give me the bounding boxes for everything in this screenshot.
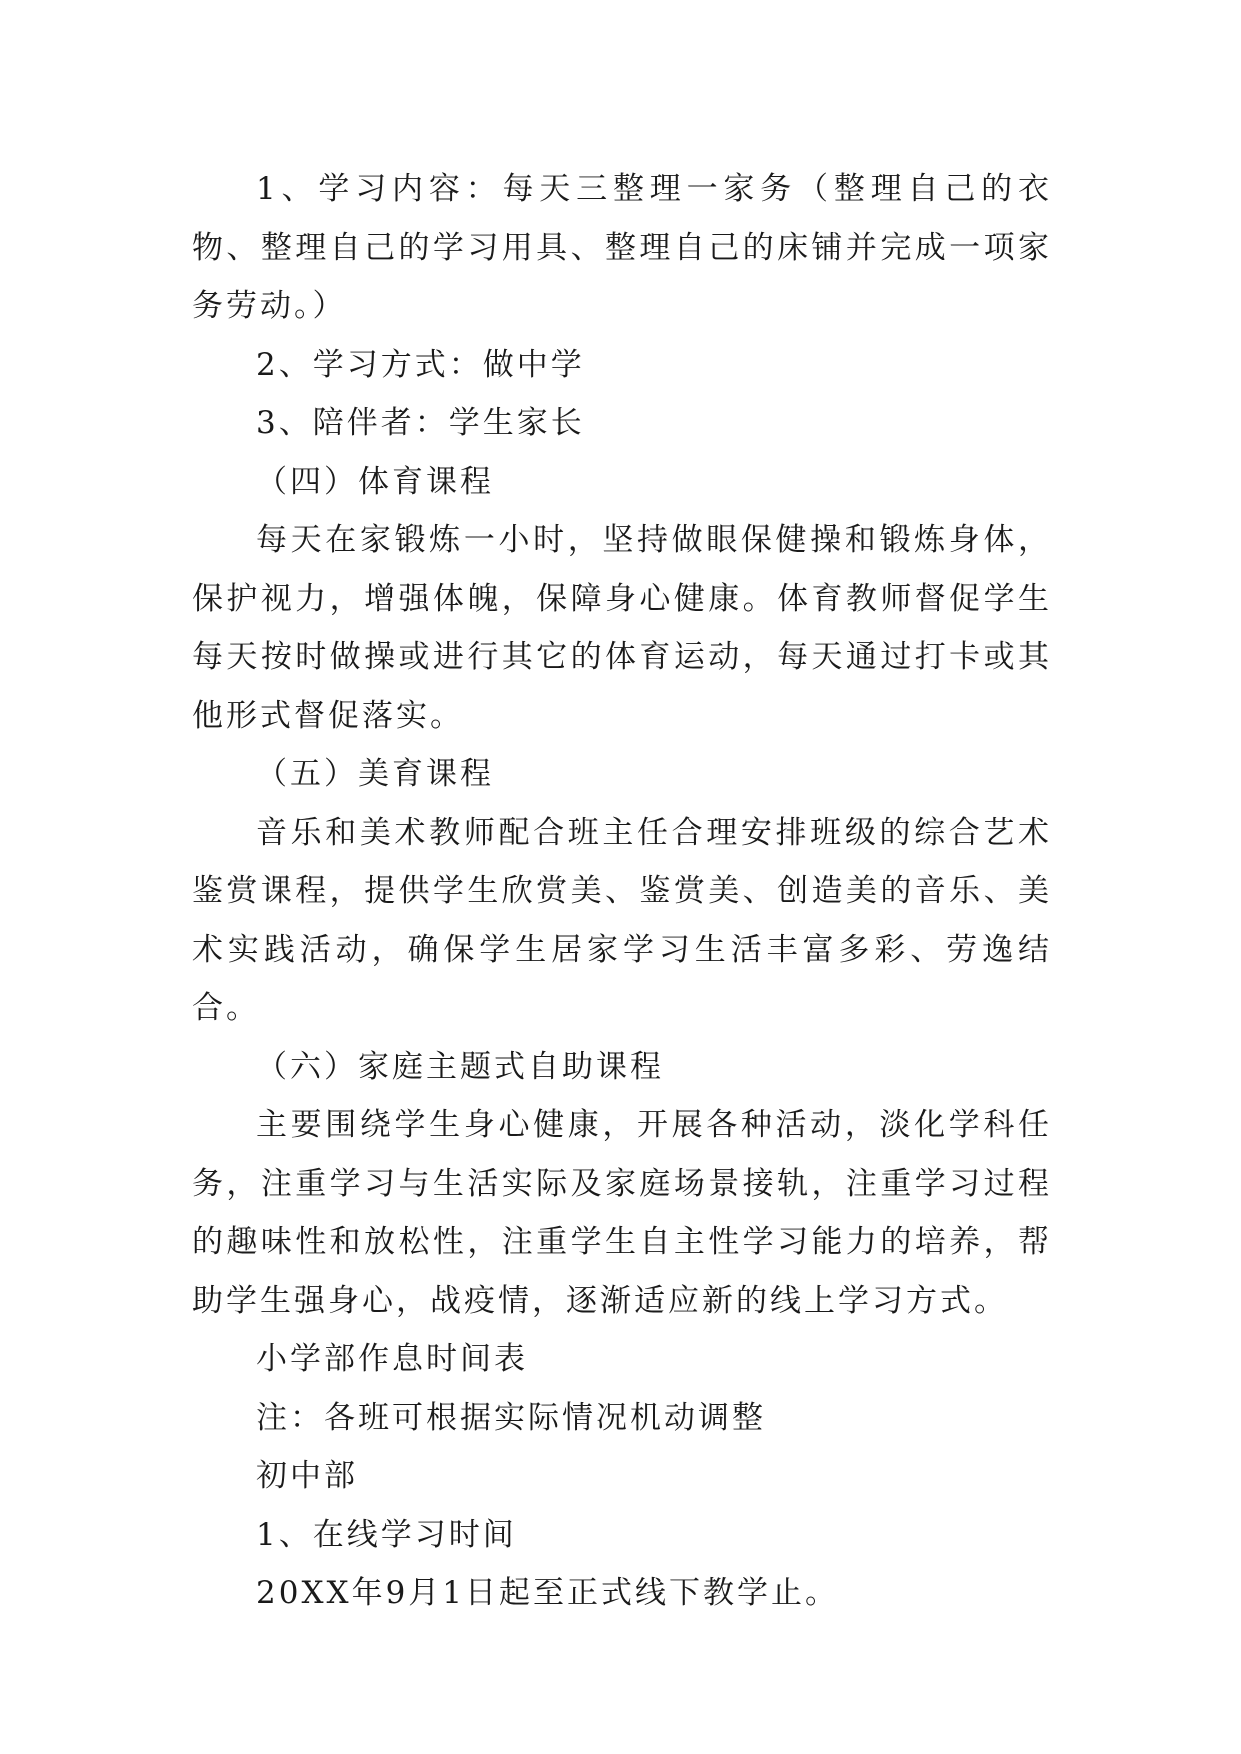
paragraph-learning-content: 1、学习内容：每天三整理一家务（整理自己的衣物、整理自己的学习用具、整理自己的床铺并完成一项家务劳动。） [192, 171, 1052, 324]
paragraph-learning-method: 2、学习方式：做中学 [256, 346, 585, 383]
paragraph-primary-schedule: 小学部作息时间表 [256, 1341, 528, 1377]
document-body [192, 160, 1052, 1623]
paragraph-start-date: 20XX年9月1日起至正式线下教学止。 [256, 1575, 840, 1611]
section-heading-family: （六）家庭主题式自助课程 [256, 1048, 664, 1085]
section-heading-aesthetic: （五）美育课程 [256, 756, 494, 792]
paragraph-note: 注：各班可根据实际情况机动调整 [256, 1399, 766, 1436]
paragraph-companion: 3、陪伴者：学生家长 [256, 405, 585, 441]
paragraph-pe-body: 每天在家锻炼一小时，坚持做眼保健操和锻炼身体，保护视力，增强体魄，保障身心健康。体育教师督促学生每天按时做操或进行其它的体育运动，每天通过打卡或其他形式督促落实。 [192, 522, 1052, 734]
paragraph-online-time: 1、在线学习时间 [256, 1516, 517, 1553]
paragraph-junior-high: 初中部 [256, 1458, 358, 1494]
paragraph-family-body: 主要围绕学生身心健康，开展各种活动，淡化学科任务，注重学习与生活实际及家庭场景接轨，注重学习过程的趣味性和放松性，注重学生自主性学习能力的培养，帮助学生强身心，战疫情，逐渐适应新的线上学习方式。 [192, 1107, 1052, 1319]
paragraph-aesthetic-body: 音乐和美术教师配合班主任合理安排班级的综合艺术鉴赏课程，提供学生欣赏美、鉴赏美、创造美的音乐、美术实践活动，确保学生居家学习生活丰富多彩、劳逸结合。 [192, 814, 1052, 1026]
section-heading-pe: （四）体育课程 [256, 463, 494, 500]
